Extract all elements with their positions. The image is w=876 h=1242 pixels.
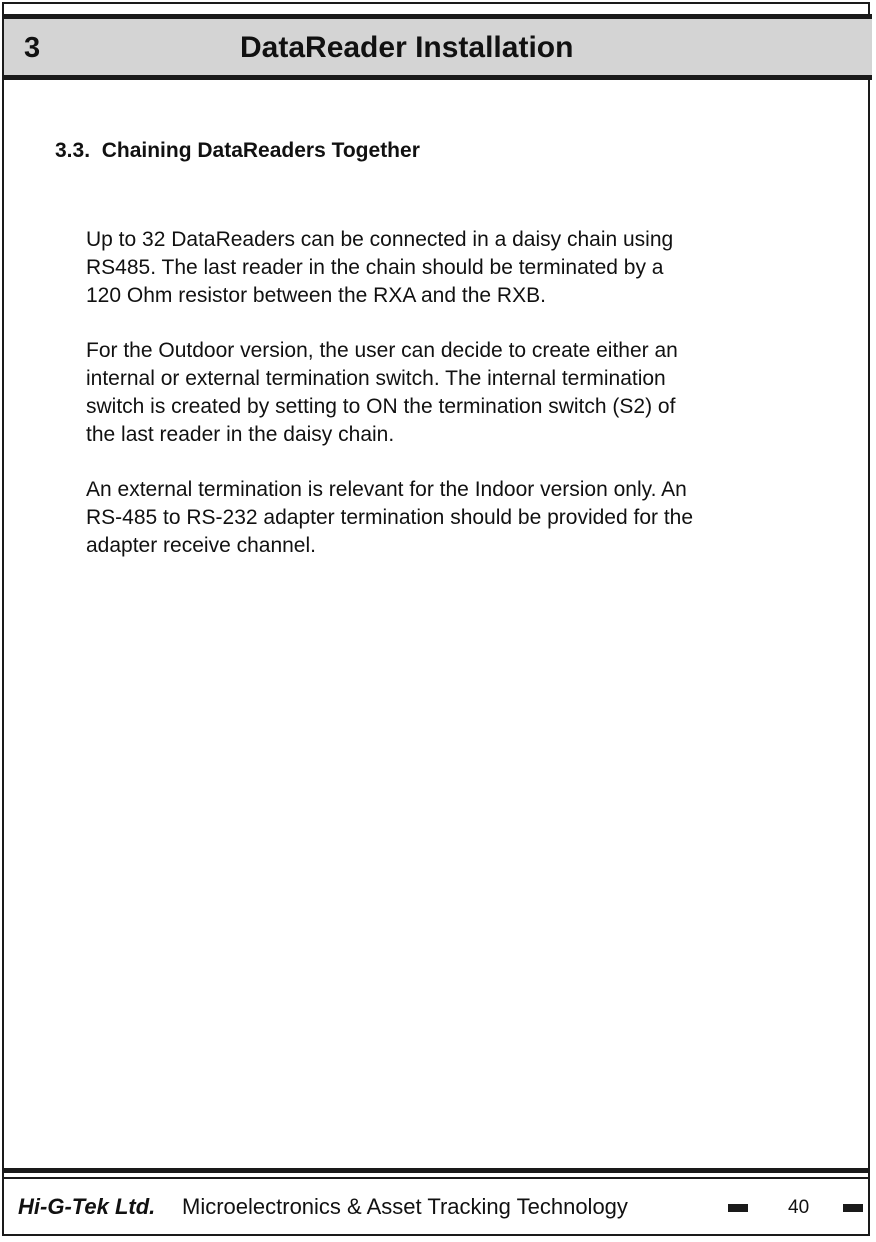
page-frame	[2, 2, 870, 1236]
body-text	[86, 226, 826, 587]
page-number-dash-left	[728, 1204, 748, 1212]
text-line: For the Outdoor version, the user can decide to create either an	[86, 339, 678, 363]
paragraph	[86, 337, 826, 448]
text-line: RS-485 to RS-232 adapter termination should be provided for the	[86, 505, 694, 529]
footer-divider	[4, 1168, 868, 1173]
footer-tagline: Microelectronics & Asset Tracking Technology	[182, 1194, 628, 1219]
chapter-header	[4, 14, 872, 80]
page-number-dash-right	[843, 1204, 863, 1212]
section-heading: 3.3. Chaining DataReaders Together	[55, 139, 420, 162]
page-number: 40	[788, 1197, 810, 1218]
paragraph	[86, 476, 826, 559]
footer-divider-thin	[4, 1177, 868, 1179]
text-line: internal or external termination switch. The internal termination	[86, 366, 666, 390]
text-line: RS485. The last reader in the chain should be terminated by a	[86, 255, 664, 279]
footer-company-name: Hi-G-Tek Ltd.	[18, 1194, 156, 1219]
text-line: the last reader in the daisy chain.	[86, 422, 395, 446]
text-line: An external termination is relevant for the Indoor version only. An	[86, 478, 687, 502]
chapter-title: DataReader Installation	[240, 31, 574, 64]
text-line: adapter receive channel.	[86, 533, 316, 557]
text-line: 120 Ohm resistor between the RXA and the RXB.	[86, 283, 546, 307]
text-line: Up to 32 DataReaders can be connected in a daisy chain using	[86, 228, 674, 251]
chapter-number: 3	[24, 32, 41, 64]
text-line: switch is created by setting to ON the termination switch (S2) of	[86, 394, 676, 418]
paragraph	[86, 226, 826, 309]
